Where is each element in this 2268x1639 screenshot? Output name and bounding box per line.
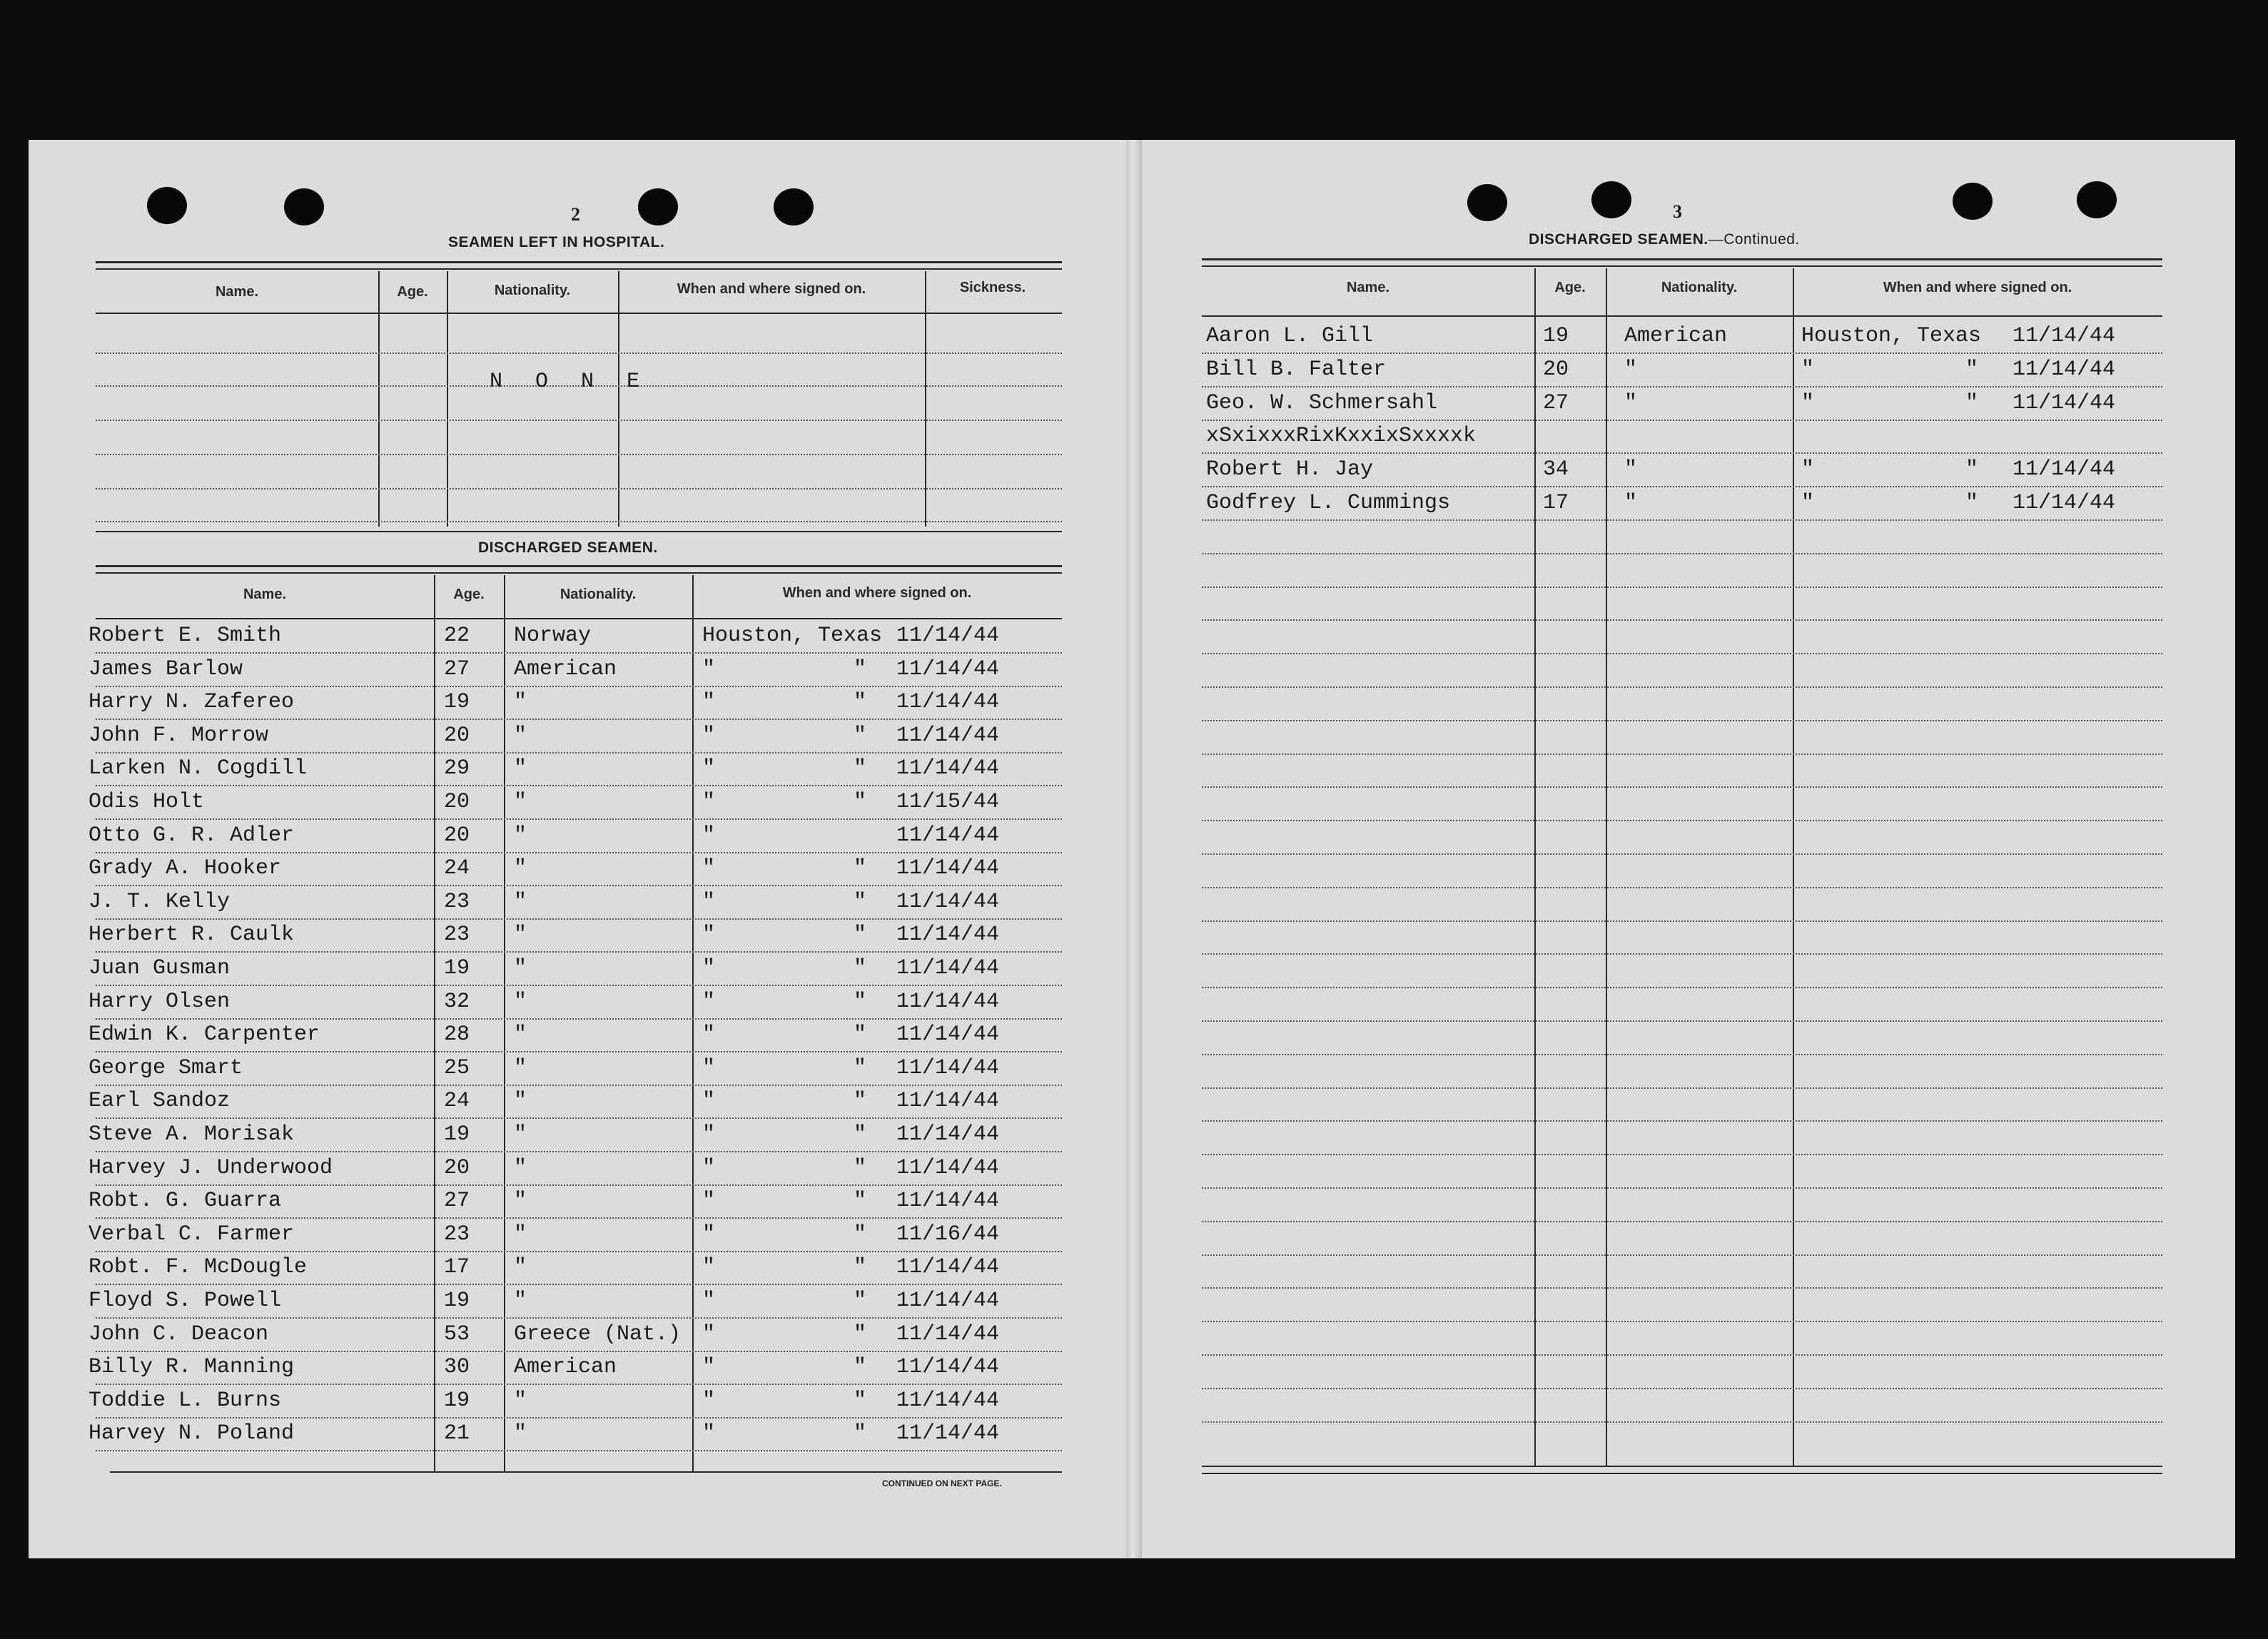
col-age: Age. [1554,280,1586,295]
ruled-line [1202,653,2162,654]
seaman-nationality: " [514,1255,527,1280]
signed-on-ditto: " [854,1155,867,1180]
signed-on-ditto: " [854,956,867,980]
seaman-name: George Smart [88,1055,243,1080]
section-title-hospital: SEAMEN LEFT IN HOSPITAL. [448,234,665,250]
seaman-name: Robert E. Smith [88,624,282,648]
signed-on-date: 11/14/44 [896,889,1000,914]
ruled-line [1202,720,2162,721]
signed-on-ditto: " [854,1023,867,1047]
signed-on-date: 11/14/44 [896,1089,1000,1114]
signed-on-date: 11/14/44 [896,1023,1000,1047]
signed-on-ditto: " [854,756,867,781]
signed-on-date: 11/14/44 [896,656,1000,681]
seaman-nationality: Norway [514,624,592,648]
ruled-line [1202,587,2162,588]
ruled-line [96,488,1062,489]
binder-hole [638,188,678,225]
seaman-age: 24 [444,1089,470,1114]
ruled-line [1202,753,2162,755]
seaman-name: Toddie L. Burns [88,1388,282,1413]
seaman-nationality: " [514,1222,527,1247]
signed-on-ditto: " [854,1255,867,1280]
seaman-age: 27 [444,656,470,681]
signed-on-ditto: " [854,1222,867,1247]
signed-on-place: " [702,856,716,881]
signed-on-date: 11/14/44 [2013,491,2116,515]
ruled-line [96,985,1062,986]
col-nationality: Nationality. [1661,280,1738,295]
signed-on-place: " [702,1089,716,1114]
ruled-line [96,1317,1062,1319]
seaman-name: Godfrey L. Cummings [1206,491,1451,515]
ruled-line [1202,1354,2162,1356]
seaman-name: Larken N. Cogdill [88,756,308,781]
seaman-name: John F. Morrow [88,723,269,748]
signed-on-place: " [702,756,716,781]
seaman-age: 20 [444,723,470,748]
signed-on-date: 11/14/44 [896,923,1000,948]
ruled-line [96,1351,1062,1352]
ruled-line [96,1051,1062,1052]
signed-on-ditto: " [1965,457,1979,482]
signed-on-date: 11/14/44 [2013,324,2116,348]
ruled-line [1202,553,2162,554]
ruled-line [96,1251,1062,1252]
seaman-name: Harvey J. Underwood [88,1155,333,1180]
seaman-age: 22 [444,624,470,648]
ruled-line [96,521,1062,522]
seaman-nationality: " [514,1023,527,1047]
col-age: Age. [397,284,428,300]
signed-on-ditto: " [854,1089,867,1114]
signed-on-ditto: " [854,856,867,881]
binder-hole [1953,183,1993,220]
seaman-nationality: Greece (Nat.) [514,1321,682,1346]
page-number: 2 [571,204,580,225]
seaman-name: Aaron L. Gill [1206,324,1374,348]
seaman-name: Harvey N. Poland [88,1421,295,1446]
ruled-line [96,454,1062,455]
signed-on-date: 11/14/44 [2013,390,2116,415]
seaman-name: Earl Sandoz [88,1089,231,1114]
ruled-line [1202,486,2162,487]
signed-on-place: " [702,1122,716,1147]
signed-on-date: 11/14/44 [896,1055,1000,1080]
signed-on-date: 11/14/44 [896,1421,1000,1446]
rule [96,531,1062,532]
col-nationality: Nationality. [560,587,637,602]
ruled-line [96,1184,1062,1186]
rule [1202,1473,2162,1474]
signed-on-ditto: " [1965,491,1979,515]
signed-on-ditto: " [854,656,867,681]
hospital-none-entry: N O N E [490,370,650,394]
signed-on-place: " [702,1055,716,1080]
seaman-nationality: " [514,956,527,980]
ruled-line [1202,420,2162,421]
col-name: Name. [1346,280,1390,295]
binder-hole [2077,181,2117,218]
ruled-line [96,719,1062,720]
seaman-nationality: American [514,1355,617,1380]
ruled-line [1202,519,2162,521]
rule [96,572,1062,574]
ruled-line [1202,452,2162,454]
ruled-line [96,1151,1062,1152]
seaman-nationality: " [514,1189,527,1214]
signed-on-date: 11/14/44 [896,856,1000,881]
section-title-continued: —Continued. [1708,231,1800,248]
signed-on-place: " [702,1255,716,1280]
signed-on-place: " [702,1421,716,1446]
seaman-nationality: " [514,989,527,1014]
ruled-line [1202,987,2162,988]
ruled-line [96,752,1062,753]
ruled-line [1202,1388,2162,1389]
ruled-line [96,1217,1062,1219]
seaman-nationality: " [514,889,527,914]
rule [110,1471,1062,1473]
signed-on-place: " [702,956,716,980]
seaman-age: 23 [444,1222,470,1247]
seaman-name: Floyd S. Powell [88,1289,282,1313]
binder-hole [1467,184,1507,221]
seaman-name: Bill B. Falter [1206,357,1387,382]
seaman-name: Harry N. Zafereo [88,690,295,715]
rule [96,268,1062,270]
ruled-line [1202,1287,2162,1289]
ruled-line [96,852,1062,853]
signed-on-place: " [1801,457,1815,482]
signed-on-ditto: " [854,923,867,948]
ruled-line [96,352,1062,354]
seaman-name: John C. Deacon [88,1321,269,1346]
seaman-age: 29 [444,756,470,781]
signed-on-place: " [702,1388,716,1413]
ruled-line [1202,1421,2162,1423]
signed-on-place: " [1801,390,1815,415]
binder-hole [147,187,187,224]
signed-on-date: 11/14/44 [896,1155,1000,1180]
seaman-age: 24 [444,856,470,881]
seaman-age: 20 [444,1155,470,1180]
seaman-nationality: " [1624,457,1638,482]
ruled-line [1202,820,2162,821]
seaman-name: Steve A. Morisak [88,1122,295,1147]
seaman-age: 28 [444,1023,470,1047]
ruled-line [96,951,1062,953]
ruled-line [1202,1221,2162,1222]
seaman-nationality: " [514,856,527,881]
signed-on-place: " [702,1023,716,1047]
signed-on-date: 11/16/44 [896,1222,1000,1247]
seaman-age: 20 [444,790,470,814]
seaman-age: 19 [444,1122,470,1147]
seaman-name: Odis Holt [88,790,205,814]
seaman-name: Juan Gusman [88,956,231,980]
signed-on-place: " [702,1222,716,1247]
ruled-line [1202,1054,2162,1055]
col-age: Age. [453,587,485,602]
rule [96,313,1062,314]
ruled-line [96,652,1062,654]
rule [96,565,1062,567]
ruled-line [96,918,1062,920]
seaman-age: 32 [444,989,470,1014]
col-divider [1793,268,1794,1466]
signed-on-date: 11/14/44 [896,624,1000,648]
rule [1202,258,2162,260]
seaman-nationality: " [514,1055,527,1080]
seaman-age: 23 [444,923,470,948]
seaman-nationality: " [514,723,527,748]
rule [1202,1466,2162,1467]
signed-on-place: " [702,1289,716,1313]
signed-on-place: Houston, Texas [1801,324,1982,348]
ruled-line [1202,1254,2162,1256]
ruled-line [1202,686,2162,688]
signed-on-ditto: " [854,1355,867,1380]
binder-hole [284,188,324,225]
ruled-line [1202,1087,2162,1089]
ruled-line [1202,887,2162,888]
seaman-age: 20 [1543,357,1569,382]
signed-on-place: " [1801,357,1815,382]
seaman-age: 19 [1543,324,1569,348]
col-signed-on: When and where signed on. [782,585,972,601]
seaman-nationality: " [514,1421,527,1446]
seaman-nationality: " [514,756,527,781]
ruled-line [96,818,1062,820]
col-divider [434,575,435,1471]
seaman-age: 34 [1543,457,1569,482]
seaman-name: Robt. G. Guarra [88,1189,282,1214]
seaman-age: 25 [444,1055,470,1080]
seaman-age: 19 [444,1289,470,1313]
seaman-name: Geo. W. Schmersahl [1206,390,1438,415]
signed-on-place: " [1801,491,1815,515]
signed-on-ditto: " [854,1289,867,1313]
seaman-name: J. T. Kelly [88,889,231,914]
signed-on-date: 11/14/44 [896,1321,1000,1346]
col-divider [504,575,505,1471]
ruled-line [96,1018,1062,1020]
section-title-discharged: DISCHARGED SEAMEN. [478,539,658,556]
seaman-name: Otto G. R. Adler [88,823,295,848]
seaman-name: Robt. F. McDougle [88,1255,308,1280]
seaman-name: James Barlow [88,656,243,681]
ruled-line [96,1450,1062,1451]
col-name: Name. [243,587,287,602]
ruled-line [96,785,1062,786]
seaman-age: 21 [444,1421,470,1446]
signed-on-date: 11/14/44 [896,956,1000,980]
col-signed-on: When and where signed on. [1883,280,2072,295]
col-signed-on: When and where signed on. [677,281,866,297]
signed-on-place: " [702,723,716,748]
seaman-age: 23 [444,889,470,914]
ruled-line [1202,1020,2162,1022]
signed-on-date: 11/14/44 [896,1122,1000,1147]
signed-on-place: " [702,790,716,814]
signed-on-date: 11/14/44 [2013,457,2116,482]
signed-on-ditto: " [1965,390,1979,415]
continued-note: CONTINUED ON NEXT PAGE. [882,1478,1002,1488]
signed-on-date: 11/14/44 [896,1289,1000,1313]
signed-on-place: " [702,690,716,715]
signed-on-date: 11/14/44 [896,1355,1000,1380]
signed-on-date: 11/14/44 [896,1255,1000,1280]
signed-on-ditto: " [854,790,867,814]
signed-on-date: 11/15/44 [896,790,1000,814]
ruled-line [1202,619,2162,621]
col-divider [1534,268,1536,1466]
ruled-line [1202,1321,2162,1322]
col-divider [1606,268,1607,1466]
signed-on-place: " [702,889,716,914]
seaman-nationality: American [514,656,617,681]
seaman-name: Robert H. Jay [1206,457,1374,482]
rule [1202,265,2162,267]
col-sickness: Sickness. [959,280,1026,295]
seaman-age: 27 [444,1189,470,1214]
seaman-age: 19 [444,690,470,715]
ruled-line [96,420,1062,421]
seaman-nationality: American [1624,324,1728,348]
ruled-line [1202,352,2162,354]
signed-on-ditto: " [1965,357,1979,382]
seaman-name: Grady A. Hooker [88,856,282,881]
signed-on-place: " [702,656,716,681]
ruled-line [1202,853,2162,855]
seaman-nationality: " [1624,491,1638,515]
ruled-line [96,686,1062,687]
binder-hole [774,188,814,225]
seaman-nationality: " [514,1388,527,1413]
col-divider [692,575,694,1471]
signed-on-ditto: " [854,989,867,1014]
signed-on-place: " [702,1355,716,1380]
seaman-nationality: " [514,1289,527,1313]
signed-on-place: " [702,1321,716,1346]
page-fold [1126,140,1142,1558]
signed-on-place: " [702,823,716,848]
signed-on-date: 11/14/44 [896,690,1000,715]
col-nationality: Nationality. [494,283,571,298]
seaman-age: 17 [444,1255,470,1280]
signed-on-place: Houston, Texas [702,624,883,648]
signed-on-ditto: " [854,889,867,914]
section-title-discharged-continued [1529,231,1800,248]
seaman-name: Billy R. Manning [88,1355,295,1380]
seaman-age: 27 [1543,390,1569,415]
ruled-line [1202,1154,2162,1155]
seaman-nationality: " [514,923,527,948]
ruled-line [1202,953,2162,955]
ruled-line [96,1417,1062,1419]
rule [96,261,1062,263]
signed-on-date: 11/14/44 [896,723,1000,748]
ruled-line [1202,920,2162,922]
rule [1202,315,2162,317]
seaman-name: xSxixxxRixKxxixSxxxxk [1206,424,1477,449]
signed-on-ditto: " [854,1388,867,1413]
signed-on-place: " [702,923,716,948]
seaman-age: 20 [444,823,470,848]
signed-on-date: 11/14/44 [896,1189,1000,1214]
binder-hole [1591,181,1631,218]
seaman-nationality: " [1624,357,1638,382]
signed-on-place: " [702,1189,716,1214]
signed-on-date: 11/14/44 [896,1388,1000,1413]
ruled-line [1202,786,2162,788]
ruled-line [96,1117,1062,1119]
signed-on-ditto: " [854,723,867,748]
signed-on-date: 11/14/44 [896,756,1000,781]
seaman-age: 19 [444,1388,470,1413]
signed-on-ditto: " [854,1321,867,1346]
signed-on-ditto: " [854,690,867,715]
signed-on-date: 11/14/44 [2013,357,2116,382]
ruled-line [96,1284,1062,1285]
seaman-age: 19 [444,956,470,980]
ruled-line [1202,1120,2162,1122]
seaman-nationality: " [514,823,527,848]
section-title-text: DISCHARGED SEAMEN. [1529,231,1708,248]
ruled-line [1202,386,2162,387]
signed-on-date: 11/14/44 [896,823,1000,848]
col-name: Name. [215,284,259,300]
ruled-line [1202,1187,2162,1189]
seaman-name: Harry Olsen [88,989,231,1014]
seaman-name: Herbert R. Caulk [88,923,295,948]
seaman-nationality: " [514,1122,527,1147]
ruled-line [96,1085,1062,1086]
seaman-nationality: " [514,1155,527,1180]
page-number: 3 [1673,201,1682,222]
seaman-age: 30 [444,1355,470,1380]
rule [96,618,1062,619]
signed-on-date: 11/14/44 [896,989,1000,1014]
signed-on-ditto: " [854,1122,867,1147]
ruled-line [96,1384,1062,1385]
seaman-nationality: " [514,1089,527,1114]
seaman-age: 17 [1543,491,1569,515]
seaman-nationality: " [514,790,527,814]
signed-on-ditto: " [854,1421,867,1446]
seaman-nationality: " [1624,390,1638,415]
ruled-line [96,885,1062,886]
seaman-nationality: " [514,690,527,715]
signed-on-ditto: " [854,1055,867,1080]
signed-on-place: " [702,1155,716,1180]
seaman-name: Verbal C. Farmer [88,1222,295,1247]
signed-on-place: " [702,989,716,1014]
seaman-age: 53 [444,1321,470,1346]
seaman-name: Edwin K. Carpenter [88,1023,320,1047]
signed-on-ditto: " [854,1189,867,1214]
